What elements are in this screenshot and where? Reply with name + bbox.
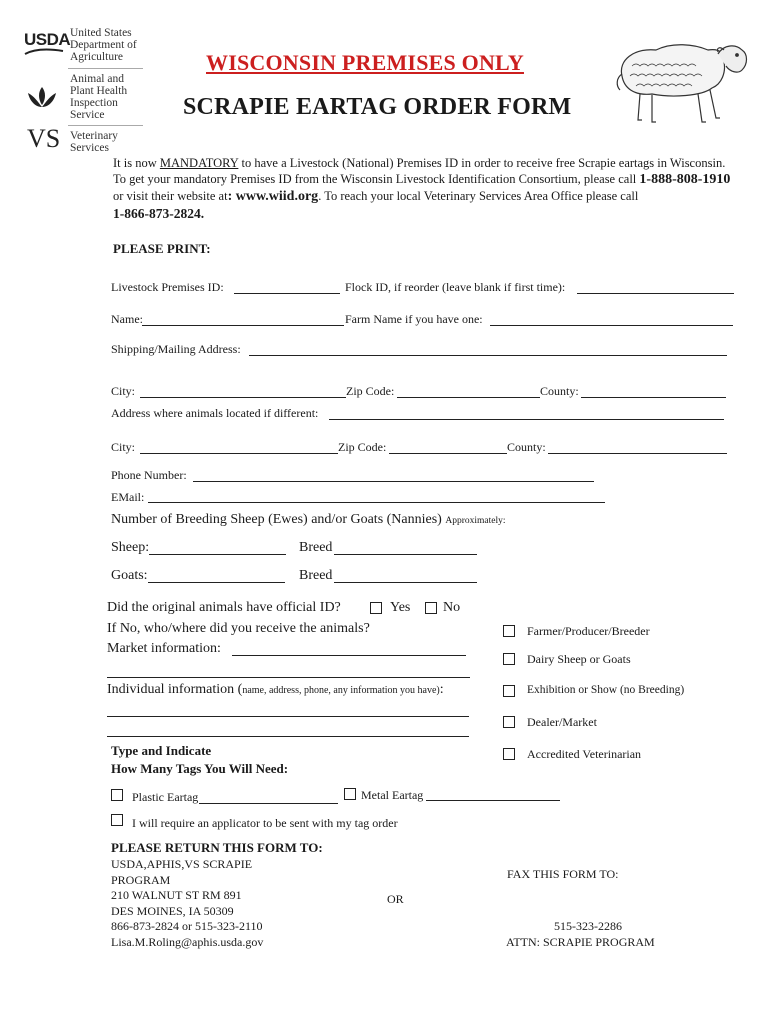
plastic-eartag-quantity-field[interactable]	[199, 803, 338, 804]
phone-label: Phone Number:	[111, 468, 187, 482]
goats-breed-field[interactable]	[334, 582, 477, 583]
dept-line: Department of	[70, 39, 137, 51]
return-email-link[interactable]: Lisa.M.Roling@aphis.usda.gov	[111, 934, 264, 949]
vs-office-phone: 1-866-873-2824.	[113, 206, 205, 221]
mandatory-text: MANDATORY	[159, 156, 239, 170]
intro-text: It is now	[113, 156, 160, 170]
alt-city-field[interactable]	[140, 453, 338, 454]
aphis-line: Animal and	[70, 73, 124, 85]
market-info-field-2[interactable]	[107, 677, 470, 678]
farm-name-field[interactable]	[490, 325, 733, 326]
consortium-phone: 1-888-808-1910	[639, 172, 731, 187]
metal-eartag-label: Metal Eartag	[361, 788, 424, 802]
goats-breed-label: Breed	[299, 568, 333, 583]
premises-id-field[interactable]	[234, 293, 340, 294]
yes-label: Yes	[390, 600, 411, 615]
individual-info-label	[107, 682, 444, 698]
logo-divider	[68, 125, 143, 126]
intro-text: To get your mandatory Premises ID from the Wisconsin Livestock Identification Consortium, please call	[113, 172, 640, 186]
premises-id-label: Livestock Premises ID:	[111, 280, 224, 294]
category-checkbox-farmer[interactable]	[503, 625, 515, 637]
name-label: Name:	[111, 312, 143, 326]
aphis-line: Inspection	[70, 97, 118, 109]
intro-text: to have a Livestock (National) Premises ID in order to receive free Scrapie eartags in Wisconsin.	[238, 156, 726, 170]
please-print-label: PLEASE PRINT:	[113, 241, 211, 256]
intro-line-3	[113, 187, 638, 206]
vs-logo	[27, 124, 60, 154]
fax-heading: FAX THIS FORM TO:	[507, 867, 619, 881]
logo-divider	[68, 68, 143, 69]
intro-text: :	[227, 189, 236, 204]
return-address-line: PROGRAM	[111, 872, 171, 887]
category-label-farmer: Farmer/Producer/Breeder	[527, 624, 650, 638]
flock-id-label: Flock ID, if reorder (leave blank if first time):	[345, 280, 566, 294]
aphis-lotus-icon	[25, 83, 59, 113]
individual-info-field[interactable]	[107, 716, 469, 717]
breeding-heading	[111, 512, 506, 528]
category-label-dairy: Dairy Sheep or Goats	[527, 652, 631, 666]
metal-eartag-quantity-field[interactable]	[426, 800, 560, 801]
vs-name	[70, 130, 118, 154]
applicator-checkbox[interactable]	[111, 814, 123, 826]
tag-type-heading: Type and Indicate	[111, 743, 212, 758]
alt-address-label: Address where animals located if different:	[111, 406, 319, 420]
return-address-line: USDA,APHIS,VS SCRAPIE	[111, 857, 253, 871]
goats-count-field[interactable]	[148, 582, 285, 583]
return-heading: PLEASE RETURN THIS FORM TO:	[111, 840, 323, 855]
usda-logo	[24, 30, 70, 50]
applicator-label: I will require an applicator to be sent with my tag order	[132, 816, 398, 830]
category-checkbox-dealer[interactable]	[503, 716, 515, 728]
official-id-question: Did the original animals have official ID?	[107, 600, 341, 615]
vs-abbr: VS	[27, 124, 61, 153]
individual-info-text: Individual information (	[107, 682, 243, 697]
city-label: City:	[111, 384, 136, 398]
farm-name-label: Farm Name if you have one:	[345, 312, 483, 326]
aphis-name	[70, 73, 127, 121]
alt-county-field[interactable]	[548, 453, 727, 454]
email-field[interactable]	[148, 502, 605, 503]
county-label: County:	[540, 384, 579, 398]
zip-label: Zip Code:	[346, 384, 395, 398]
sheep-breed-label: Breed	[299, 540, 333, 555]
individual-info-colon: :	[439, 682, 444, 697]
aphis-line: Service	[70, 109, 105, 121]
phone-field[interactable]	[193, 481, 594, 482]
dept-line: Agriculture	[70, 51, 124, 63]
category-checkbox-veterinarian[interactable]	[503, 748, 515, 760]
city-label: City:	[111, 440, 136, 454]
name-field[interactable]	[142, 325, 344, 326]
market-info-field[interactable]	[232, 655, 466, 656]
category-checkbox-dairy[interactable]	[503, 653, 515, 665]
return-address-line: 210 WALNUT ST RM 891	[111, 888, 242, 902]
sheep-count-field[interactable]	[149, 554, 286, 555]
county-label: County:	[507, 440, 546, 454]
no-label: No	[443, 600, 461, 615]
individual-info-field-2[interactable]	[107, 736, 469, 737]
title-wisconsin-premises: WISCONSIN PREMISES ONLY	[206, 50, 524, 75]
return-address-line: DES MOINES, IA 50309	[111, 903, 234, 918]
form-title: SCRAPIE EARTAG ORDER FORM	[183, 94, 572, 120]
usda-swoosh-icon	[24, 48, 64, 56]
fax-number: 515-323-2286	[554, 919, 622, 933]
if-no-question: If No, who/where did you receive the animals?	[107, 621, 370, 636]
category-label-dealer: Dealer/Market	[527, 715, 597, 729]
or-label: OR	[387, 892, 404, 906]
goats-label: Goats:	[111, 568, 148, 583]
alt-zip-field[interactable]	[389, 453, 507, 454]
fax-attention: ATTN: SCRAPIE PROGRAM	[506, 935, 655, 949]
intro-text: or visit their website at	[113, 189, 228, 203]
individual-info-note: name, address, phone, any information you have)	[242, 685, 440, 696]
category-checkbox-exhibition[interactable]	[503, 685, 515, 697]
sheep-label: Sheep:	[111, 540, 150, 555]
approximately-note: Approximately:	[445, 516, 506, 526]
dept-line: United States	[70, 27, 132, 39]
plastic-eartag-label: Plastic Eartag	[132, 790, 199, 804]
category-label-exhibition: Exhibition or Show (no Breeding)	[527, 684, 685, 696]
return-address	[111, 857, 263, 950]
wiid-website-link[interactable]: www.wiid.org	[235, 189, 319, 204]
plastic-eartag-checkbox[interactable]	[111, 789, 123, 801]
flock-id-field[interactable]	[577, 293, 734, 294]
aphis-line: Plant Health	[70, 85, 128, 97]
breeding-heading-text: Number of Breeding Sheep (Ewes) and/or Goats (Nannies)	[111, 512, 442, 527]
zip-label: Zip Code:	[338, 440, 387, 454]
category-label-veterinarian: Accredited Veterinarian	[527, 747, 642, 761]
city-field[interactable]	[140, 397, 346, 398]
address-label: Shipping/Mailing Address:	[111, 342, 241, 356]
official-id-no-checkbox[interactable]	[425, 602, 437, 614]
usda-abbr: USDA	[24, 30, 71, 49]
vs-line: Veterinary	[70, 130, 118, 142]
official-id-yes-checkbox[interactable]	[370, 602, 382, 614]
sheep-breed-field[interactable]	[334, 554, 477, 555]
county-field[interactable]	[581, 397, 726, 398]
market-info-label: Market information:	[107, 641, 221, 656]
intro-text: . To reach your local Veterinary Services Area Office please call	[318, 189, 639, 203]
vs-line: Services	[70, 142, 109, 154]
zip-field[interactable]	[397, 397, 540, 398]
department-name	[70, 27, 137, 63]
address-field[interactable]	[249, 355, 727, 356]
metal-eartag-checkbox[interactable]	[344, 788, 356, 800]
alt-address-field[interactable]	[329, 419, 724, 420]
email-label: EMail:	[111, 490, 145, 504]
sheep-icon	[612, 36, 752, 136]
return-phone: 866-873-2824 or 515-323-2110	[111, 919, 263, 933]
tag-quantity-heading: How Many Tags You Will Need:	[111, 761, 289, 776]
